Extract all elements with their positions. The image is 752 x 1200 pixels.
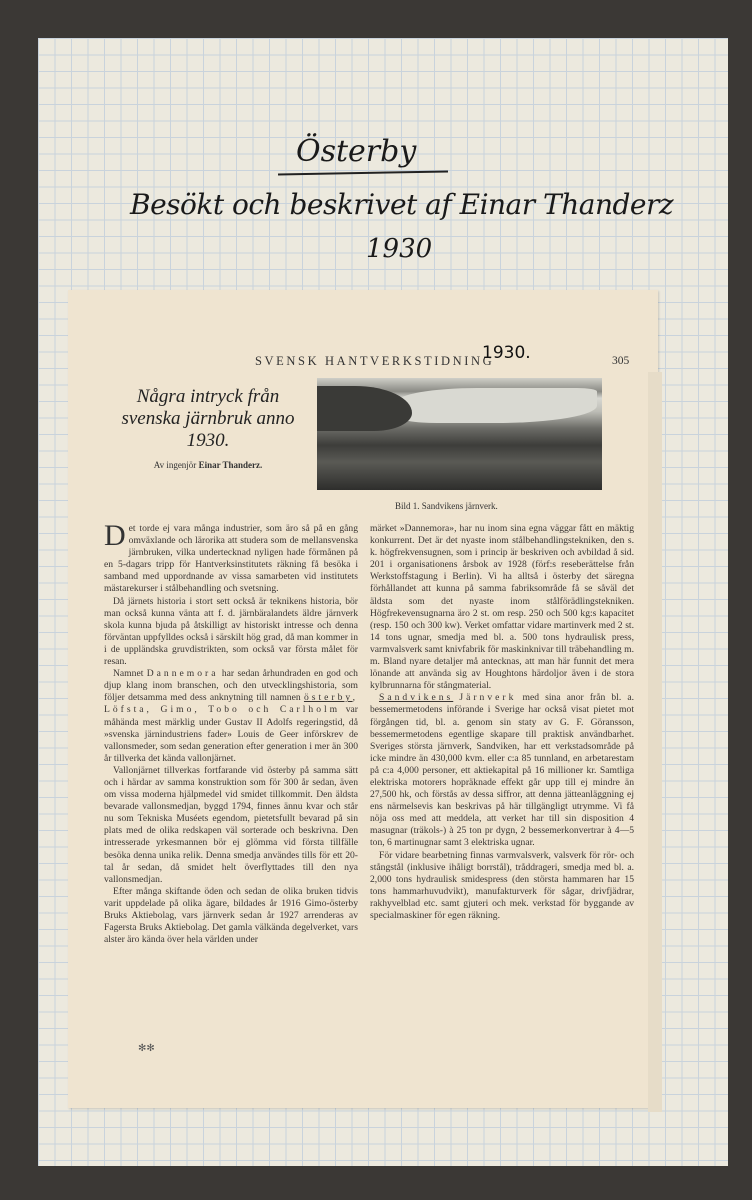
spaced-name: Järnverk bbox=[459, 692, 517, 704]
article-title: Några intryck från svenska järnbruk anno 1930. bbox=[121, 386, 295, 451]
handwritten-underline bbox=[278, 171, 448, 176]
paragraph bbox=[104, 668, 358, 765]
paragraph: För vidare bearbetning finnas varmvalsverk, valsverk för rör- och stångstål (inklusive ihåligt borrstål), tråddrageri, smedja med bl. a. 2,000 tons hydraulisk smidespress (den största hammaren har 15 tons hammarhuvudvikt), manufakturverk för sågar, drivfjädrar, rakhyvelblad etc. samt gjuteri och mek. verkstad för byggande av specialmaskiner för egen räkning. bbox=[370, 849, 634, 921]
left-column bbox=[104, 519, 358, 946]
underlined-name: österby bbox=[303, 692, 353, 704]
paragraph-text: har sedan århundraden en god och djup klang inom branschen, och den utvecklingshistoria, som följer detsamma med dess anknytning till namnen bbox=[104, 668, 358, 704]
byline-author: Einar Thanderz. bbox=[198, 460, 263, 470]
page-number: 305 bbox=[612, 355, 630, 367]
paragraph-text: var måhända mest märklig under Gustav II Adolfs regeringstid, då »svenska järnindustriens fader» Louis de Geer införskrev de vallonsmeder, som sedan generation efter generation i mer än 300 år tillverka det kända vallonjärnet. bbox=[104, 704, 358, 764]
paragraph: märket »Dannemora», har nu inom sina egna väggar fått en mäktig konkurrent. Det är det nyaste inom stålbehandlingstekniken, den s. k. högfrekvensugnen, som i princip är beskriven och avbildad å sid. 201 i organisationens årsbok av 1928 (förf:s reseberättelse från Werkstoffstagung i Berlin). Vi ha alltså i österby det säregna förhållandet att kunna på samma fabriksområde få se såväl det äldsta som det nyaste inom stålförädlingstekniken. Högfrekevensugnarna äro 2 st. om resp. 250 och 500 kg:s kapacitet (resp. 150 och 300 kw). Verket omfattar vidare martinverk med 2 st. 14 tons ugnar, smedja med bl. a. 500 tons hydraulisk press, varmvalsverk samt knivfabrik för maskinknivar till träbehandling m. m. Bland nyare detaljer må antecknas, att man här funnit det mera lönande att använda sig av Houghtons härdoljor även i de stora kylbrunnarna för stångmaterial. bbox=[370, 523, 634, 692]
photo-water bbox=[397, 388, 597, 423]
paragraph: Vallonjärnet tillverkas fortfarande vid österby på samma sätt och i härdar av samma konstruktion som för 300 år sedan, även om vissa moderna hjälpmedel vid smidet tillkommit. Den äldsta bevarade vallonsmedjan, byggd 1794, finnes ännu kvar och står nu som Tekniska Muséets egendom, pietetsfullt bevarad på sin plats med de olika redskapen väl sorterade och beskrivna. Den intresserade yrkesmannen bör ej glömma vid första tillfälle besöka denna unika relik. Denna smedja användes tills för ett 20-tal år sedan, då smidet helt överflyttades till den nya vallonsmedjan. bbox=[104, 764, 358, 885]
clipping-edge bbox=[648, 372, 662, 1112]
byline-prefix: Av ingenjör bbox=[153, 460, 197, 470]
paragraph-text: med sina anor från bl. a. bessemermetodens införande i Sverige har också visat pietet mot förgången tid, bl. a. genom sin staty av G. F. Göransson, bessemermetodens egentlige skapare till praktisk användbarhet. Sveriges största järnverk, Sandviken, har ett verkstadsområde på icke mindre än 430,000 kvm. eller c:a 85 tunnland, en arbetarestam på c:a 4,000 personer, ett aktiekapital på 16 millioner kr. Samtliga elektriska motorers hopräknade effekt går upp till ej mindre än 27,500 hk, och förstås av dessa siffror, att denna jätteanläggning ej ens närmelsevis kan beskrivas på här tillgängligt utrymme. Vi få nöja oss med att meddela, att verket har till sin disposition 4 masugnar (träkols-) à 25 ton pr dygn, 2 bessemerkonvertrar à 4—5 ton, 6 martinugnar samt 3 elektriska ugnar. bbox=[370, 692, 634, 849]
photo-caption: Bild 1. Sandvikens järnverk. bbox=[395, 501, 498, 511]
paragraph-text: et torde ej vara många industrier, som äro så på en gång omväxlande och lärorika att studera som de mellansvenska järnbruken, vilka undertecknad nyligen hade förmånen på en 5-dagars tripp för Hantverksinstitutets räkning få besöka i samband med uppordnande av vissa samarbeten vid institutets mästarekurser i stålbehandling och svetsning. bbox=[104, 523, 358, 595]
running-head: SVENSK HANTVERKSTIDNING bbox=[255, 354, 495, 368]
paragraph: Då järnets historia i stort sett också är teknikens historia, bör man också kunna vänta att f. d. järnbäralandets äldre järnverk skola kunna bjuda på åtskilligt av historiskt intresse och denna förväntan uppfylldes också i särskilt hög grad, då man kommer in i de uppländska gruvdistrikten, som också var första målet för resan. bbox=[104, 595, 358, 668]
spaced-name: Dannemora bbox=[146, 668, 219, 680]
paragraph: Efter många skiftande öden och sedan de olika bruken tidvis varit uppdelade på olika ägare, bildades år 1916 Gimo-österby Bruks Aktiebolag, vars järnverk sedan år 1927 arrenderas av Fagersta Bruks Aktiebolag. Det gamla välkända degelverket, vars alster äro kända över hela världen under bbox=[104, 885, 358, 946]
photo-sandviken-ironworks bbox=[317, 378, 602, 490]
paragraph bbox=[104, 519, 358, 596]
handwritten-clipping-year: 1930. bbox=[482, 343, 531, 363]
underlined-name: Sandvikens bbox=[379, 692, 454, 704]
drop-cap: D bbox=[104, 519, 126, 552]
handwritten-subtitle: Besökt och beskrivet af Einar Thanderz bbox=[130, 188, 674, 221]
spaced-names: , Löfsta, Gimo, Tobo och Carlholm bbox=[104, 692, 358, 716]
handwritten-year: 1930 bbox=[366, 234, 433, 264]
handwritten-title: Österby bbox=[296, 134, 417, 169]
right-column bbox=[370, 523, 634, 922]
byline bbox=[118, 460, 298, 470]
paragraph-text: Namnet bbox=[113, 668, 144, 680]
paragraph bbox=[370, 692, 634, 849]
photo-hill bbox=[317, 386, 412, 431]
ornament: ✻✻ bbox=[138, 1043, 155, 1054]
